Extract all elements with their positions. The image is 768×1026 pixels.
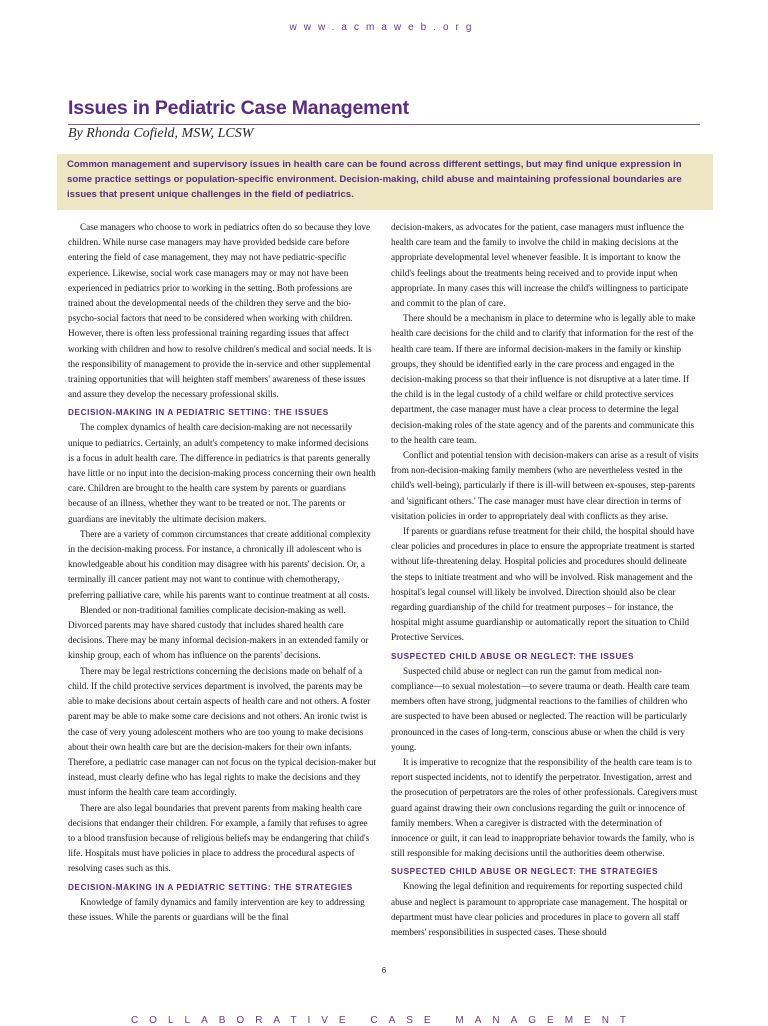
section-heading: SUSPECTED CHILD ABUSE OR NEGLECT: THE STRATEGIES bbox=[391, 867, 659, 877]
paragraph: There should be a mechanism in place to determine who is legally able to make health care decisions for the child and to clarify that information for the rest of the health care team. If there are informal decision-makers in the family or kinship groups, they should be identified early in the care process and engaged in the decision-making process so that their influence is not disruptive at a later time. If the child is in the legal custody of a child welfare or child protective services department, the case manager must have a clear process to determine the legal decision-making roles of the state agency and of the parents and communicate this to the health care team. bbox=[391, 313, 696, 445]
section-heading: SUSPECTED CHILD ABUSE OR NEGLECT: THE ISSUES bbox=[391, 651, 635, 661]
right-column bbox=[391, 220, 699, 940]
paragraph: It is imperative to recognize that the responsibility of the health care team is to report suspected incidents, not to identify the perpetrator. Investigation, arrest and the prosecution of perpetrators are the roles of other professionals. Caregivers must guard against drawing their own conclusions regarding the guilt or innocence of family members. When a caregiver is distracted with the determination of innocence or guilt, it can lead to inappropriate behavior towards the family, who is still responsible for making decisions until the authorities deem otherwise. bbox=[391, 756, 698, 859]
paragraph: Knowing the legal definition and requirements for reporting suspected child abuse and neglect is paramount to appropriate case management. The hospital or department must have clear policies and procedures in place to govern all staff members' responsibilities in suspected cases. These should bbox=[391, 881, 688, 937]
paragraph: The complex dynamics of health care decision-making are not necessarily unique to pediatrics. Certainly, an adult's competency to make informed decisions is a focus in adult health care. The difference in pediatrics is that parents generally have little or no input into the decision-making process concerning their own health care. Children are brought to the health care system by parents or guardians because of an illness, whether they want to be treated or not. The parents or guardians are inevitably the ultimate decision makers. bbox=[68, 422, 376, 524]
section-heading: DECISION-MAKING IN A PEDIATRIC SETTING: THE STRATEGIES bbox=[68, 882, 353, 892]
section-heading: DECISION-MAKING IN A PEDIATRIC SETTING: THE ISSUES bbox=[68, 408, 329, 418]
article-byline: By Rhonda Cofield, MSW, LCSW bbox=[68, 126, 254, 141]
paragraph: decision-makers, as advocates for the patient, case managers must influence the health care team and the family to involve the child in making decisions at the appropriate developmental level whenever feasible. It is important to know the child's feelings about the treatments being received and to provide input when appropriate. In many cases this will increase the child's willingness to participate and commit to the plan of care. bbox=[391, 222, 689, 309]
abstract-box bbox=[57, 154, 713, 210]
paragraph: Case managers who choose to work in pediatrics often do so because they love children. While nurse case managers may have provided bedside care before entering the field of case management, they may not have pediatric-specific experience. Likewise, social work case managers may or may not have been experienced in pediatrics prior to working in the setting. Both professions are trained about the developmental needs of the children they serve and the bio-psycho-social factors that need to be considered when working with children. However, there is often less professional training regarding issues that affect working with children and how to resolve children's medical and social needs. It is the responsibility of management to provide the in-service and other supplemental training opportunities that will heighten staff members' awareness of these issues and assure they develop the necessary professional skills. bbox=[68, 222, 372, 400]
paragraph: There may be legal restrictions concerning the decisions made on behalf of a child. If the child protective services department is involved, the parents may be able to make decisions about certain aspects of health care and not others. A foster parent may be able to make some care decisions and not others. An ironic twist is the case of very young adolescent mothers who are too young to make decisions about their own health care but are the decision-makers for their own infants. Therefore, a pediatric case manager can not focus on the typical decision-maker but instead, must clearly define who has legal rights to make the decisions and they must inform the health care team accordingly. bbox=[68, 665, 376, 798]
title-divider bbox=[68, 124, 700, 125]
abstract-text: Common management and supervisory issues in health care can be found across different settings, but may find unique expression in some practice settings or population-specific environment. Decision-making, child abuse and maintaining professional boundaries are issues that present unique challenges in the field of pediatrics. bbox=[67, 159, 682, 200]
page-number: 6 bbox=[381, 966, 387, 975]
paragraph: Conflict and potential tension with decision-makers can arise as a result of visits from non-decision-making family members (who are nevertheless vested in the child's well-being), particularly if there is ill-will between ex-spouses, step-parents and 'significant others.' The case manager must have clear direction in terms of visitation policies in order to appropriately deal with conflicts as they arise. bbox=[391, 450, 699, 521]
paragraph: Suspected child abuse or neglect can run the gamut from medical non-compliance—to sexual molestation—to severe trauma or death. Health care team members often have strong, judgmental reactions to the families of children who are suspected to have been abused or neglected. The reaction will be particularly pronounced in the cases of long-term, conscious abuse or when the child is very young. bbox=[391, 665, 690, 752]
site-url[interactable]: www.acmaweb.org bbox=[289, 22, 479, 33]
publication-footer: COLLABORATIVE CASE MANAGEMENT bbox=[130, 1015, 638, 1026]
paragraph: Blended or non-traditional families complicate decision-making as well. Divorced parents may have shared custody that includes shared health care decisions. There may be many informal decision-makers in an extended family or kinship group, each of whom has influence on the parents' decisions. bbox=[68, 604, 369, 661]
article-title: Issues in Pediatric Case Management bbox=[68, 97, 409, 119]
left-column bbox=[68, 220, 376, 925]
paragraph: Knowledge of family dynamics and family intervention are key to addressing these issues. While the parents or guardians will be the final bbox=[68, 896, 365, 922]
paragraph: There are a variety of common circumstances that create additional complexity in the decision-making process. For instance, a chronically ill adolescent who is knowledgeable about his condition may disagree with his parents' decision. Or, a terminally ill cancer patient may not want to continue with chemotherapy, preferring palliative care, while his parents want to continue treatment at all costs. bbox=[68, 528, 371, 600]
paragraph: If parents or guardians refuse treatment for their child, the hospital should have clear policies and procedures in place to ensure the appropriate treatment is started without life-threatening delay. Hospital policies and procedures should delineate the steps to initiate treatment and who will be involved. Risk management and the hospital's legal counsel will likely be involved. Direction should also be clear regarding guardianship of the child for treatment purposes – for instance, the hospital might assume guardianship or automatically report the situation to Child Protective Services. bbox=[391, 526, 695, 643]
paragraph: There are also legal boundaries that prevent parents from making health care decisions that endanger their children. For example, a family that refuses to agree to a blood transfusion because of religious beliefs may be endangering that child's life. Hospitals must have policies in place to address the procedural aspects of resolving cases such as this. bbox=[68, 802, 370, 874]
